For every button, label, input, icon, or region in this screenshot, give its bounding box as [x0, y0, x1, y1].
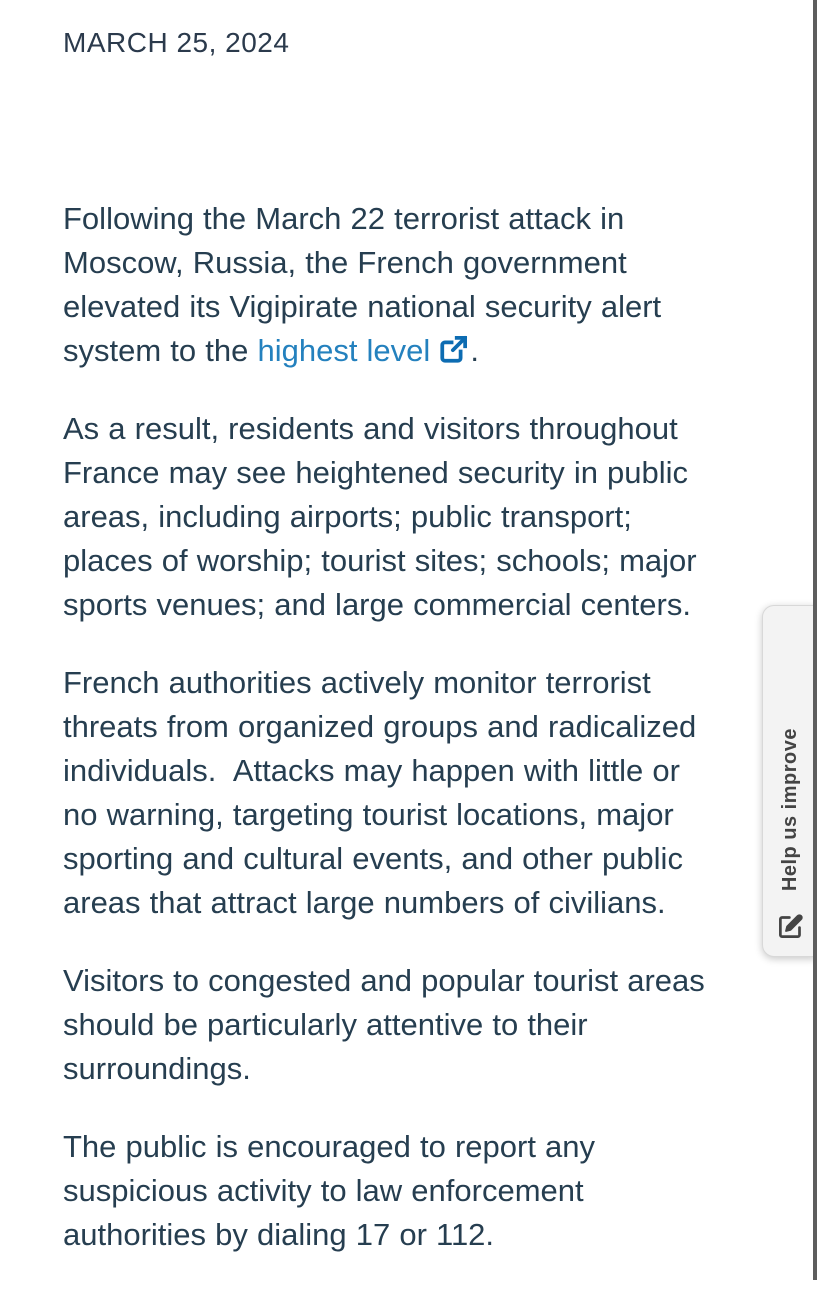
paragraph-4: Visitors to congested and popular tourist areas should be particularly attentive to their surroundings.	[63, 963, 705, 1086]
paragraph-1: Following the March 22 terrorist attack in Moscow, Russia, the French government elevated its Vigipirate national security alert system to the highest level .	[63, 201, 662, 368]
feedback-tab-label: Help us improve	[778, 727, 801, 891]
external-link-icon[interactable]	[438, 334, 469, 365]
paragraph-2: As a result, residents and visitors throughout France may see heightened security in public areas, including airports; public transport; places of worship; tourist sites; schools; major sports venues; and large commercial centers.	[63, 411, 697, 622]
edit-pencil-square-icon	[777, 913, 804, 940]
highest-level-link[interactable]: highest level	[257, 333, 431, 368]
paragraph-5: The public is encouraged to report any suspicious activity to law enforcement authorities by dialing 17 or 112.	[63, 1129, 596, 1252]
paragraph-3: French authorities actively monitor terrorist threats from organized groups and radicalized individuals. Attacks may happen with little or no warning, targeting tourist locations, major sporting and cultural events, and other public areas that attract large numbers of civilians.	[63, 665, 697, 920]
publish-date: MARCH 25, 2024	[63, 27, 290, 58]
right-edge-border	[813, 0, 817, 1280]
feedback-tab-button[interactable]	[762, 605, 817, 957]
article-body	[63, 197, 718, 1257]
article	[63, 26, 718, 1291]
